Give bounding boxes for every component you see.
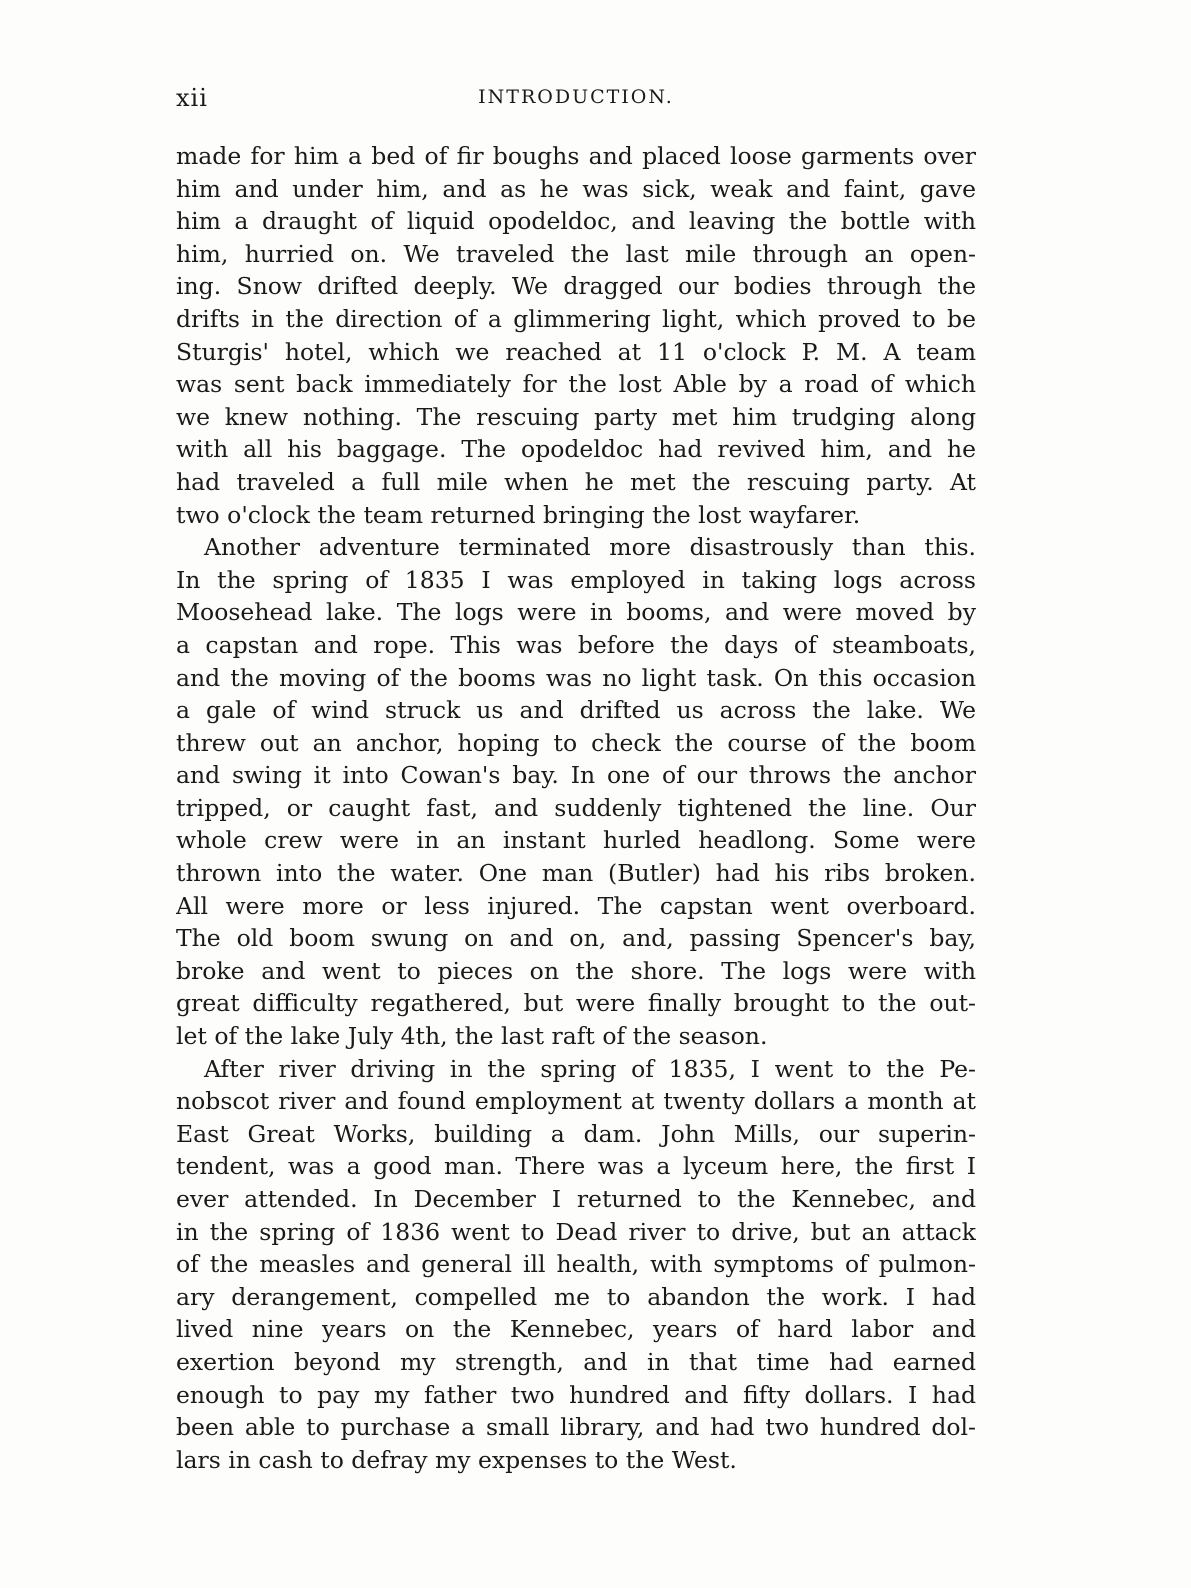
paragraph [176,531,976,1053]
text-line: a capstan and rope. This was before the days of steamboats, [176,630,976,659]
text-line: tendent, was a good man. There was a lyceum here, the first I [176,1152,976,1181]
text-line: him a draught of liquid opodeldoc, and leaving the bottle with [176,207,976,236]
text-line: East Great Works, building a dam. John Mills, our superin- [176,1119,976,1148]
body-text [176,140,976,1476]
running-title: INTRODUCTION. [478,86,674,108]
text-line: exertion beyond my strength, and in that time had earned [176,1347,976,1376]
text-line: with all his baggage. The opodeldoc had revived him, and he [176,435,976,464]
text-line: whole crew were in an instant hurled headlong. Some were [176,826,976,855]
text-line: ing. Snow drifted deeply. We dragged our bodies through the [176,272,976,301]
text-line: him, hurried on. We traveled the last mile through an open- [176,239,976,268]
text-line: great difficulty regathered, but were finally brought to the out- [176,989,976,1018]
paragraph [176,1053,976,1477]
text-line: a gale of wind struck us and drifted us across the lake. We [176,696,976,725]
text-line: Moosehead lake. The logs were in booms, and were moved by [176,598,976,627]
page-header [176,84,976,114]
text-line: in the spring of 1836 went to Dead river to drive, but an attack [176,1217,976,1246]
text-line: tripped, or caught fast, and suddenly tightened the line. Our [176,793,976,822]
text-line: and swing it into Cowan's bay. In one of our throws the anchor [176,761,976,790]
text-line: ever attended. In December I returned to the Kennebec, and [176,1185,976,1213]
text-line: let of the lake July 4th, the last raft of the season. [176,1022,768,1051]
text-line: lars in cash to defray my expenses to the West. [176,1445,737,1474]
text-line: had traveled a full mile when he met the rescuing party. At [176,467,976,496]
text-line: him and under him, and as he was sick, weak and faint, gave [176,174,976,203]
text-line: we knew nothing. The rescuing party met him trudging along [176,402,976,431]
text-line: threw out an anchor, hoping to check the course of the boom [176,728,976,757]
page-number: xii [176,84,208,112]
text-line: Sturgis' hotel, which we reached at 11 o'clock P. M. A team [176,337,976,366]
text-line: After river driving in the spring of 1835, I went to the Pe- [204,1054,976,1083]
text-line: nobscot river and found employment at twenty dollars a month at [176,1087,976,1116]
text-line: two o'clock the team returned bringing the lost wayfarer. [176,500,861,529]
text-line: ary derangement, compelled me to abandon the work. I had [176,1282,976,1311]
text-line: Another adventure terminated more disastrously than this. [204,533,976,562]
text-line: The old boom swung on and on, and, passing Spencer's bay, [176,924,976,953]
text-line: was sent back immediately for the lost Able by a road of which [176,370,976,399]
text-line: enough to pay my father two hundred and fifty dollars. I had [176,1380,976,1409]
text-line: broke and went to pieces on the shore. The logs were with [176,956,976,985]
text-line: been able to purchase a small library, and had two hundred dol- [176,1413,976,1442]
text-line: All were more or less injured. The capstan went overboard. [176,891,976,920]
text-line: made for him a bed of fir boughs and placed loose garments over [176,142,976,170]
text-line: lived nine years on the Kennebec, years of hard labor and [176,1315,976,1344]
paragraph [176,140,976,531]
text-line: drifts in the direction of a glimmering light, which proved to be [176,304,976,333]
text-line: In the spring of 1835 I was employed in taking logs across [176,565,976,594]
text-line: thrown into the water. One man (Butler) had his ribs broken. [176,859,976,888]
text-line: of the measles and general ill health, with symptoms of pulmon- [176,1250,976,1279]
text-line: and the moving of the booms was no light task. On this occasion [176,663,976,692]
